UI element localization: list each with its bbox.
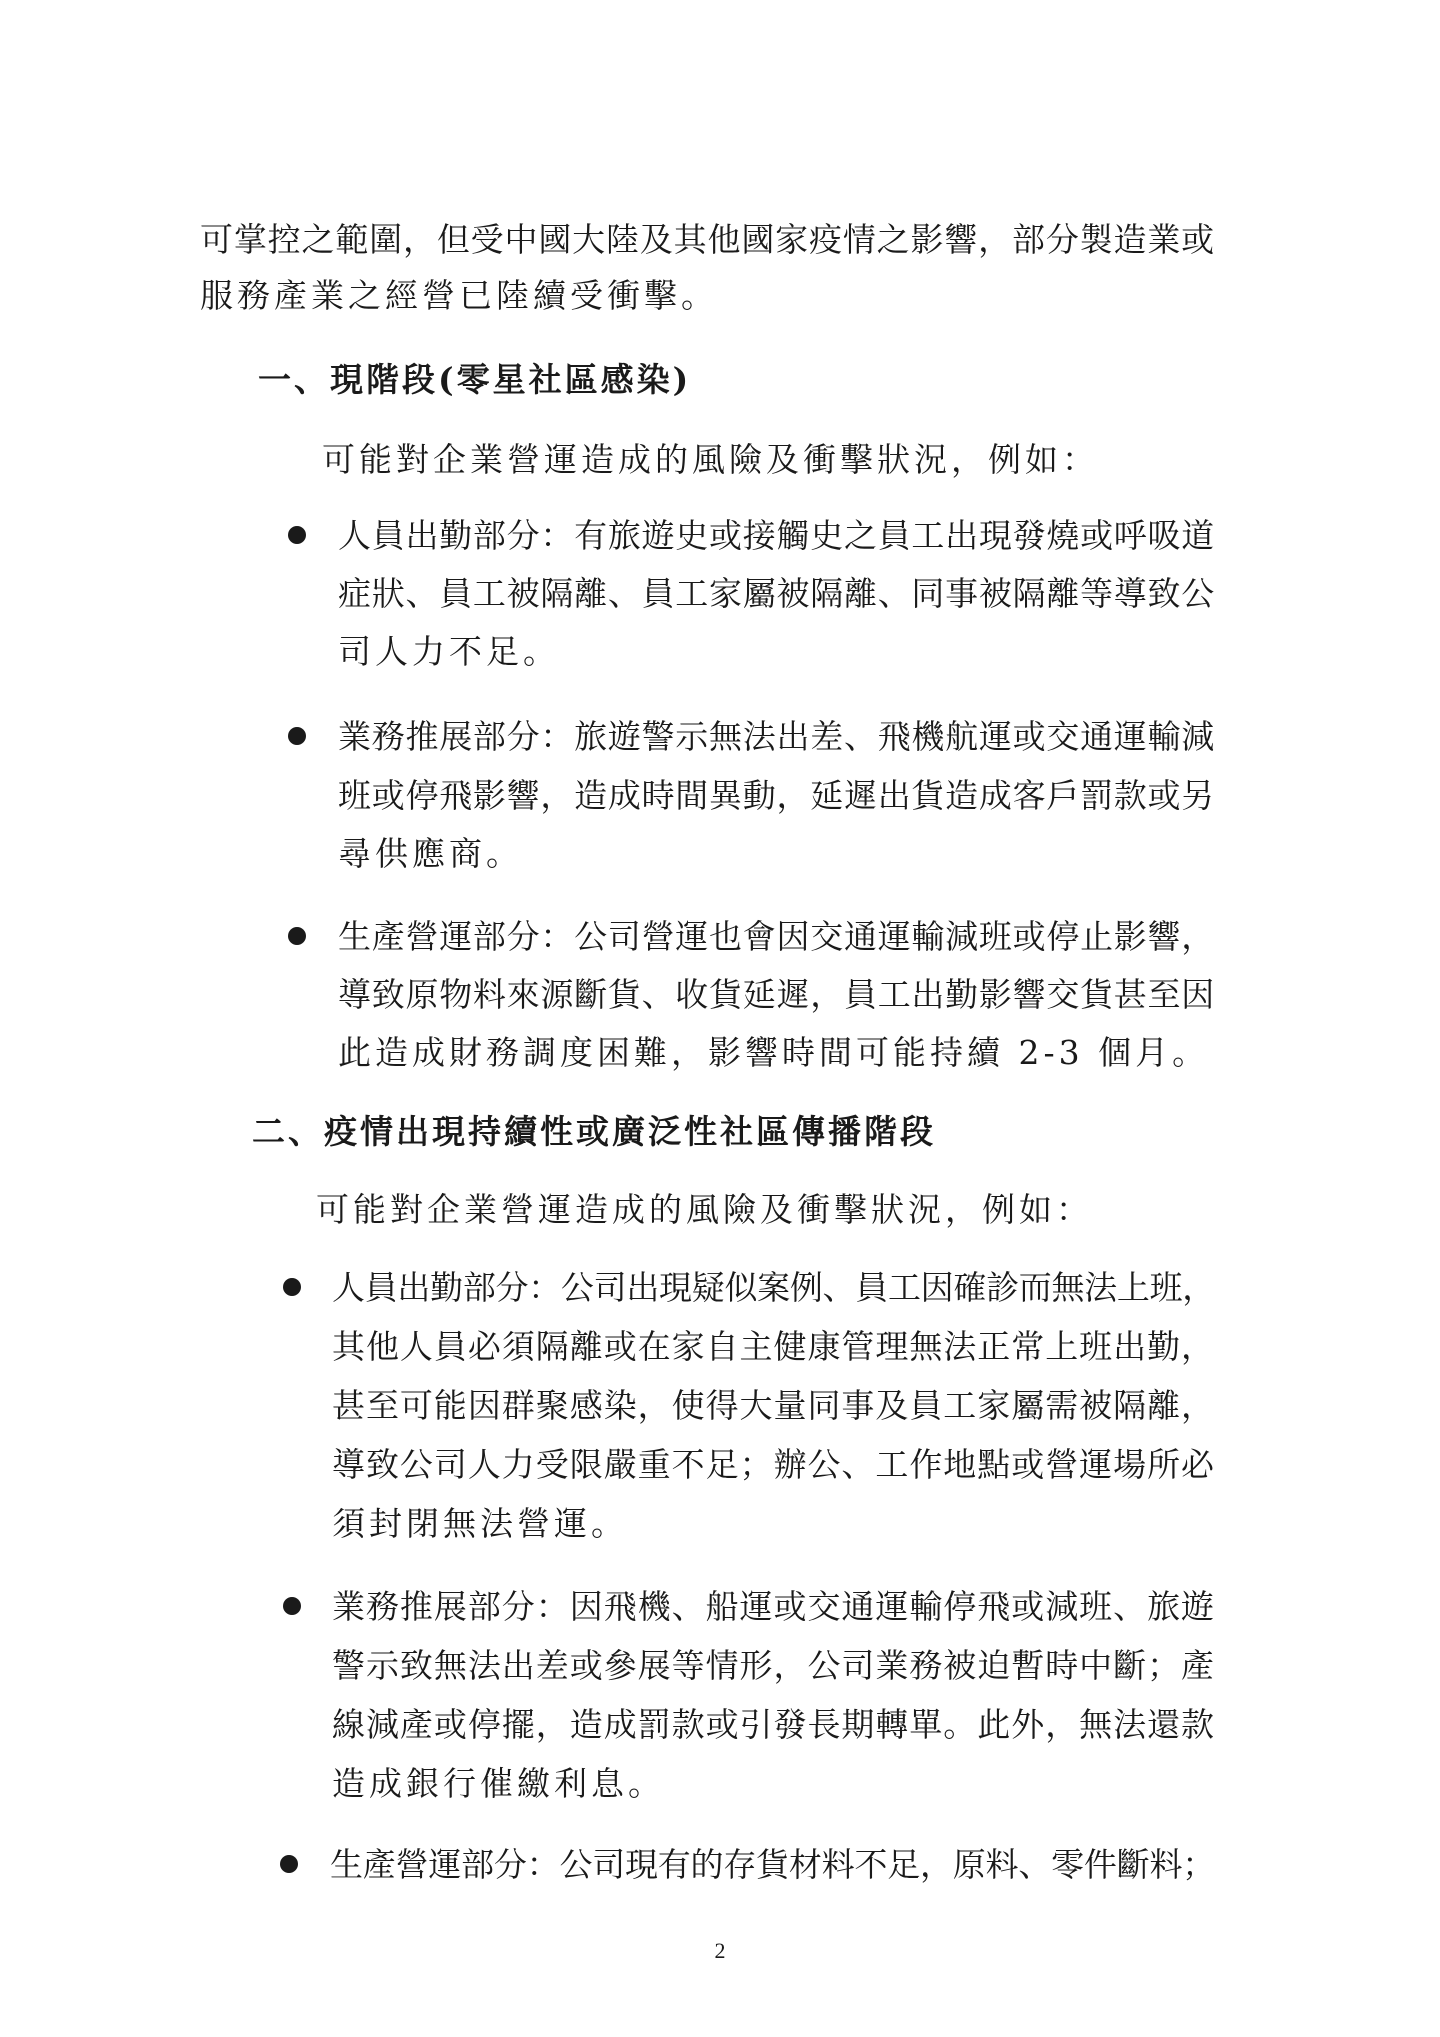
s2-b1-line-3: 甚至可能因群聚感染，使得大量同事及員工家屬需被隔離， bbox=[332, 1386, 1215, 1425]
page-number: 2 bbox=[714, 1938, 726, 1963]
s2-b1-line-1: 人員出勤部分：公司出現疑似案例、員工因確診而無法上班， bbox=[332, 1268, 1215, 1307]
s1-b2-line-2: 班或停飛影響，造成時間異動，延遲出貨造成客戶罰款或另 bbox=[338, 776, 1215, 815]
s2-b2-line-4: 造成銀行催繳利息。 bbox=[332, 1764, 665, 1803]
s2-b1-line-5: 須封閉無法營運。 bbox=[332, 1504, 628, 1543]
bullet-dot bbox=[288, 927, 306, 945]
s1-b1-line-2: 症狀、員工被隔離、員工家屬被隔離、同事被隔離等導致公 bbox=[338, 574, 1215, 613]
bullet-dot bbox=[280, 1855, 298, 1873]
s2-b1-line-4: 導致公司人力受限嚴重不足；辦公、工作地點或營運場所必 bbox=[332, 1445, 1215, 1484]
s1-b2-line-1: 業務推展部分：旅遊警示無法出差、飛機航運或交通運輸減 bbox=[338, 717, 1215, 756]
s1-b3-line-2: 導致原物料來源斷貨、收貨延遲，員工出勤影響交貨甚至因 bbox=[338, 975, 1215, 1014]
s1-b1-line-1: 人員出勤部分：有旅遊史或接觸史之員工出現發燒或呼吸道 bbox=[338, 516, 1215, 555]
s1-b3-line-1: 生產營運部分：公司營運也會因交通運輸減班或停止影響， bbox=[338, 917, 1215, 956]
section1-heading: 一、現階段(零星社區感染) bbox=[258, 360, 692, 399]
section2-lead: 可能對企業營運造成的風險及衝擊狀況，例如： bbox=[316, 1190, 1093, 1229]
s1-b2-line-3: 尋供應商。 bbox=[338, 834, 523, 873]
bullet-dot bbox=[283, 1597, 301, 1615]
bullet-dot bbox=[288, 526, 306, 544]
section2-heading: 二、疫情出現持續性或廣泛性社區傳播階段 bbox=[252, 1112, 936, 1151]
bullet-dot bbox=[283, 1278, 301, 1296]
s2-b2-line-2: 警示致無法出差或參展等情形，公司業務被迫暫時中斷；產 bbox=[332, 1646, 1215, 1685]
intro-line-2: 服務產業之經營已陸續受衝擊。 bbox=[200, 276, 718, 315]
s1-b1-line-3: 司人力不足。 bbox=[338, 632, 560, 671]
s1-b3-line-3: 此造成財務調度困難，影響時間可能持續 2-3 個月。 bbox=[338, 1033, 1210, 1072]
intro-line-1: 可掌控之範圍，但受中國大陸及其他國家疫情之影響，部分製造業或 bbox=[200, 220, 1215, 259]
s2-b3-line-1: 生產營運部分：公司現有的存貨材料不足，原料、零件斷料； bbox=[330, 1845, 1216, 1884]
s2-b2-line-1: 業務推展部分：因飛機、船運或交通運輸停飛或減班、旅遊 bbox=[332, 1587, 1215, 1626]
section1-lead: 可能對企業營運造成的風險及衝擊狀況，例如： bbox=[322, 440, 1099, 479]
s2-b2-line-3: 線減產或停擺，造成罰款或引發長期轉單。此外，無法還款 bbox=[332, 1705, 1215, 1744]
s2-b1-line-2: 其他人員必須隔離或在家自主健康管理無法正常上班出勤， bbox=[332, 1327, 1215, 1366]
bullet-dot bbox=[288, 727, 306, 745]
